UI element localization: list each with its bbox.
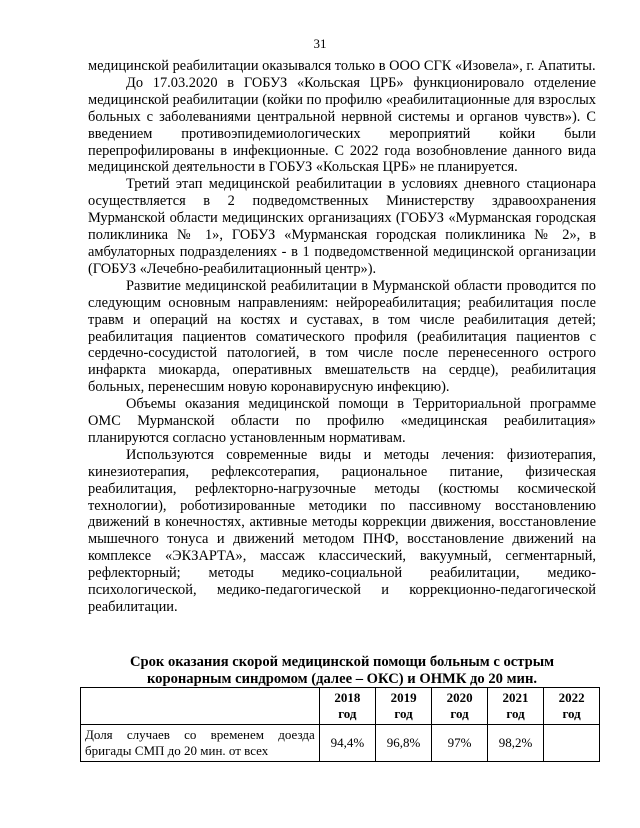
data-table: [80, 687, 600, 762]
table-row: [81, 725, 600, 762]
paragraph: медицинской реабилитации оказывался только в ООО СГК «Изовела», г. Апатиты.: [88, 58, 596, 74]
table-header-cell: 2021 год: [487, 688, 543, 725]
table-cell: [544, 725, 600, 762]
table-cell-label: Доля случаев со временем доезда бригады СМП до 20 мин. от всех: [81, 725, 320, 762]
table-cell: 94,4%: [319, 725, 375, 762]
table-cell: 96,8%: [375, 725, 431, 762]
table-header-cell: 2019 год: [375, 688, 431, 725]
paragraph: До 17.03.2020 в ГОБУЗ «Кольская ЦРБ» функционировало отделение медицинской реабилитации (койки по профилю «реабилитационные для взрослых больных с заболеваниями центральной нервной системы и органов чувств»). С введением противоэпидемиологических мероприятий койки были перепрофилированы в инфекционные. С 2022 года возобновление данного вида медицинской деятельности в ГОБУЗ «Кольская ЦРБ» не планируется.: [88, 74, 596, 176]
paragraph: Используются современные виды и методы лечения: физиотерапия, кинезиотерапия, рефлексотерапия, рациональное питание, физическая реабилитация, рефлекторно-нагрузочные методы (костюмы космической технологии), роботизированные методики по пассивному восстановлению движений в конечностях, активные методы коррекции движения, восстановление мышечного тонуса и движений методом ПНФ, восстановление движений на комплексе «ЭКЗАРТА», массаж классический, вакуумный, сегментарный, рефлекторный; методы медико-социальной реабилитации, медико-психологической, медико-педагогической и коррекционно-педагогической реабилитации.: [88, 446, 596, 615]
page-number: 31: [313, 36, 327, 51]
table-header-cell: [81, 688, 320, 725]
table-header-cell: 2018 год: [319, 688, 375, 725]
body-text: [88, 58, 596, 616]
paragraph: Развитие медицинской реабилитации в Мурманской области проводится по следующим основным направлениям: нейрореабилитация; реабилитация после травм и операций на костях и суставах, в том числе реабилитация детей; реабилитация пациентов соматического профиля (реабилитация пациентов с сердечно-сосудистой патологией, в том числе после перенесенного острого инфаркта миокарда, оперативных вмешательств на сердце), реабилитация больных, перенесшим новую коронавирусную инфекцию).: [88, 277, 596, 396]
table-cell: 97%: [432, 725, 488, 762]
table-header-cell: 2022 год: [544, 688, 600, 725]
table-header-row: [81, 688, 600, 725]
paragraph: Третий этап медицинской реабилитации в условиях дневного стационара осуществляется в 2 подведомственных Министерству здравоохранения Мурманской области медицинских организациях (ГОБУЗ «Мурманская городская поликлиника № 1», ГОБУЗ «Мурманская городская поликлиника № 2», в амбулаторных подразделениях - в 1 подведомственной медицинской организации (ГОБУЗ «Лечебно-реабилитационный центр»).: [88, 176, 596, 277]
table-header-cell: 2020 год: [432, 688, 488, 725]
table-cell: 98,2%: [487, 725, 543, 762]
paragraph: Объемы оказания медицинской помощи в Территориальной программе ОМС Мурманской области по профилю «медицинская реабилитация» планируются согласно установленным нормативам.: [88, 396, 596, 446]
table-title: Срок оказания скорой медицинской помощи больным с острым коронарным синдромом (далее – ОКС) и ОНМК до 20 мин.: [129, 654, 555, 687]
